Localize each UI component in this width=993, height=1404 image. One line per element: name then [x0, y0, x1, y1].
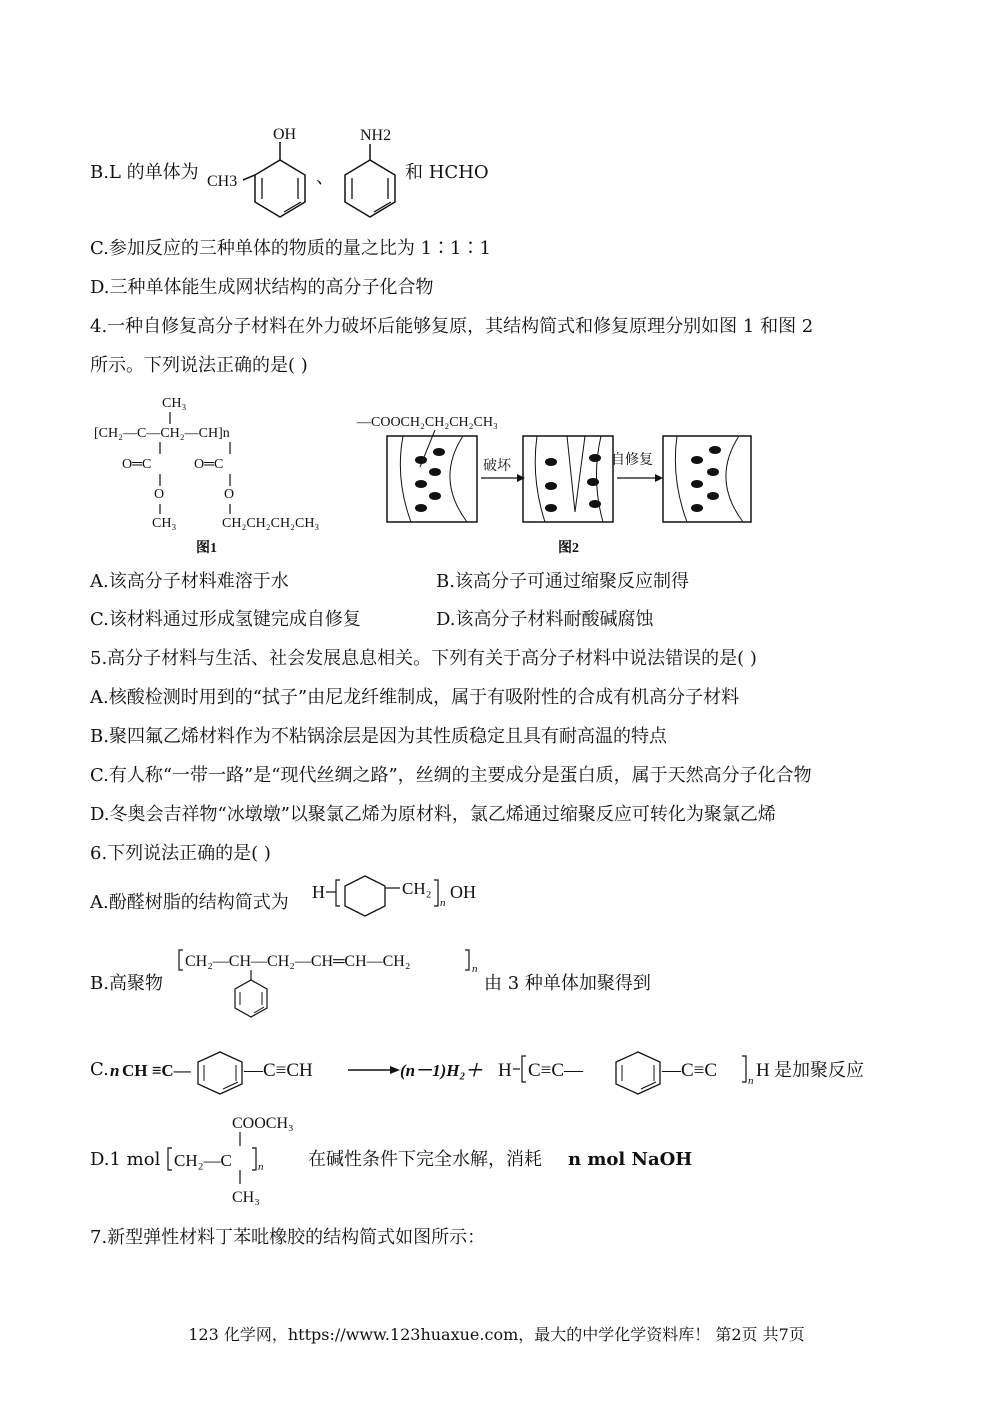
- figure-2-repair-diagram: [355, 392, 755, 557]
- q3-option-b-suffix: 和 HCHO: [405, 162, 489, 183]
- pmma-structure: [160, 1108, 320, 1210]
- svg-text:OH: OH: [450, 882, 476, 902]
- polymer-b-structure: [175, 944, 485, 1026]
- svg-text:CH ≡C—: CH ≡C—: [122, 1061, 191, 1080]
- cresol-structure: [205, 120, 315, 220]
- q7-stem: 7.新型弹性材料丁苯吡橡胶的结构简式如图所示：: [90, 1227, 486, 1248]
- figure-1-caption: 图1: [196, 541, 217, 556]
- svg-text:CH₂—C: CH₂—C: [174, 1151, 232, 1170]
- svg-text:是加聚反应: 是加聚反应: [774, 1060, 864, 1080]
- svg-text:H: H: [498, 1060, 512, 1081]
- svg-text:CH₂—CH—CH₂—CH═CH—CH₂: CH₂—CH—CH₂—CH═CH—CH₂: [185, 953, 411, 970]
- q6-option-d-prefix: D.1 mol: [90, 1149, 161, 1170]
- svg-text:COOCH₃: COOCH₃: [232, 1115, 294, 1132]
- svg-text:n: n: [472, 963, 478, 975]
- q6-option-d-middle: 在碱性条件下完全水解，消耗: [308, 1149, 542, 1170]
- q6-stem: 6.下列说法正确的是( ): [90, 843, 271, 864]
- q3-option-c: C.参加反应的三种单体的物质的量之比为 1∶1∶1: [90, 238, 491, 259]
- svg-text:n: n: [110, 1061, 120, 1080]
- svg-text:CH₃: CH₃: [232, 1189, 260, 1206]
- q6-option-c-prefix: C.: [90, 1059, 109, 1080]
- svg-text:O═C: O═C: [194, 457, 224, 472]
- q4-option-a: A.该高分子材料难溶于水: [90, 571, 289, 592]
- q4-option-c: C.该材料通过形成氢键完成自修复: [90, 609, 361, 630]
- oh-label: OH: [273, 126, 297, 143]
- ch3-label: CH3: [207, 173, 238, 190]
- q3-option-d: D.三种单体能生成网状结构的高分子化合物: [90, 277, 434, 298]
- q6-option-b-prefix: B.高聚物: [90, 973, 163, 994]
- q6-option-b-suffix: 由 3 种单体加聚得到: [484, 973, 651, 994]
- svg-text:H: H: [756, 1060, 770, 1081]
- q4-option-d: D.该高分子材料耐酸碱腐蚀: [436, 609, 654, 630]
- q5-option-d: D.冬奥会吉祥物“冰墩墩”以聚氯乙烯为原材料，氯乙烯通过缩聚反应可转化为聚氯乙烯: [90, 804, 776, 825]
- figure-1-polymer: [90, 392, 350, 557]
- page-footer: 123 化学网，https://www.123huaxue.com，最大的中学化学资料库！ 第2页 共7页: [188, 1325, 805, 1344]
- q6-option-d-naoh: n mol NaOH: [568, 1149, 693, 1170]
- svg-text:—COOCH₂CH₂CH₂CH₃: —COOCH₂CH₂CH₂CH₃: [357, 415, 498, 430]
- svg-text:CH₂: CH₂: [402, 879, 432, 898]
- q4-option-b: B.该高分子可通过缩聚反应制得: [436, 571, 689, 592]
- svg-text:CH₃: CH₃: [152, 516, 177, 531]
- svg-text:n: n: [440, 897, 446, 909]
- svg-text:O═C: O═C: [122, 457, 152, 472]
- q5-option-a: A.核酸检测时用到的“拭子”由尼龙纤维制成，属于有吸附性的合成有机高分子材料: [90, 687, 740, 708]
- separator-mark: 、: [316, 167, 334, 188]
- svg-text:H: H: [312, 882, 325, 902]
- q4-stem-line2: 所示。下列说法正确的是( ): [90, 355, 308, 376]
- aniline-structure: [340, 120, 410, 220]
- svg-text:—C≡CH: —C≡CH: [244, 1060, 313, 1081]
- q6-option-a-prefix: A.酚醛树脂的结构简式为: [90, 892, 289, 913]
- svg-text:[CH₂—C—CH₂—CH]n: [CH₂—C—CH₂—CH]n: [94, 426, 230, 441]
- svg-text:CH₃: CH₃: [162, 396, 187, 411]
- svg-text:破坏: 破坏: [483, 459, 511, 474]
- figure-2-caption: 图2: [558, 541, 579, 556]
- svg-text:O: O: [154, 487, 165, 502]
- polymerization-equation: [108, 1044, 898, 1096]
- svg-text:—C≡C: —C≡C: [662, 1060, 718, 1081]
- svg-text:O: O: [224, 487, 235, 502]
- svg-text:n: n: [258, 1161, 264, 1173]
- nh2-label: NH2: [360, 127, 392, 144]
- svg-text:自修复: 自修复: [611, 453, 653, 468]
- q5-option-c: C.有人称“一带一路”是“现代丝绸之路”，丝绸的主要成分是蛋白质，属于天然高分子化合物: [90, 765, 812, 786]
- svg-text:(n－1)H₂＋: (n－1)H₂＋: [400, 1061, 483, 1080]
- svg-text:C≡C—: C≡C—: [528, 1060, 584, 1081]
- svg-text:n: n: [748, 1075, 754, 1087]
- svg-text:CH₂CH₂CH₂CH₃: CH₂CH₂CH₂CH₃: [222, 516, 320, 531]
- q4-stem-line1: 4.一种自修复高分子材料在外力破坏后能够复原，其结构简式和修复原理分别如图 1 和图 2: [90, 316, 814, 337]
- q3-option-b-prefix: B.L 的单体为: [90, 162, 199, 183]
- q5-stem: 5.高分子材料与生活、社会发展息息相关。下列有关于高分子材料中说法错误的是( ): [90, 648, 757, 669]
- q5-option-b: B.聚四氟乙烯材料作为不粘锅涂层是因为其性质稳定且具有耐高温的特点: [90, 726, 667, 747]
- phenol-resin-structure: [310, 870, 500, 920]
